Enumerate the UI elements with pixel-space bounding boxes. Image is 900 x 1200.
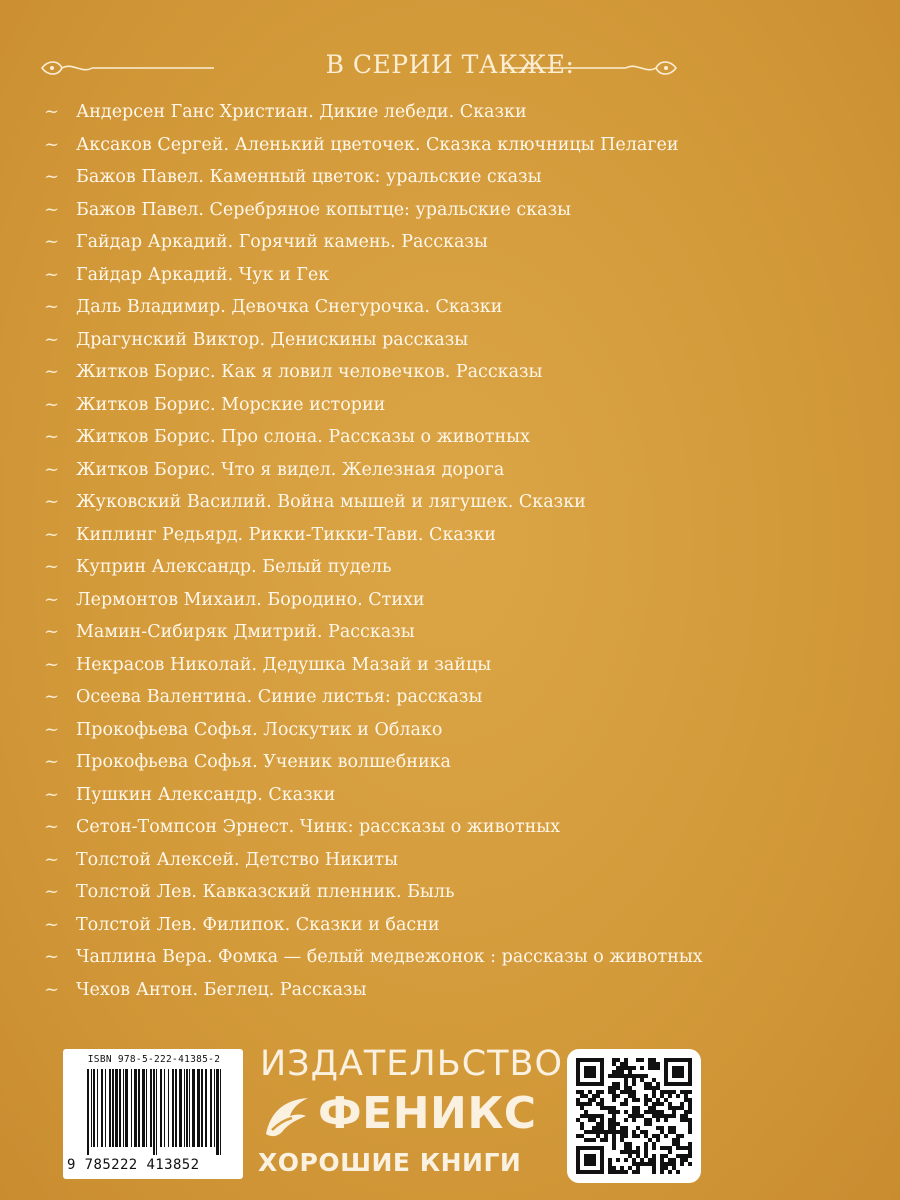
- book-title: Лермонтов Михаил. Бородино. Стихи: [76, 589, 425, 610]
- book-title: Житков Борис. Что я видел. Железная дорога: [76, 459, 505, 480]
- book-title: Киплинг Редьярд. Рикки-Тикки-Тави. Сказки: [76, 524, 496, 545]
- publisher-tagline: ХОРОШИЕ КНИГИ: [258, 1148, 522, 1177]
- list-item: [0, 876, 900, 909]
- book-title: Бажов Павел. Каменный цветок: уральские сказы: [76, 167, 542, 187]
- barcode-bars: [85, 1069, 225, 1155]
- barcode: [63, 1049, 243, 1179]
- tilde-bullet: ~: [44, 491, 60, 512]
- publisher-brand: ФЕНИКС: [318, 1088, 537, 1139]
- tilde-bullet: ~: [44, 166, 60, 187]
- book-title: Гайдар Аркадий. Чук и Гек: [76, 264, 330, 285]
- publisher-block: [250, 1044, 564, 1184]
- tilde-bullet: ~: [44, 393, 60, 415]
- list-item: [0, 844, 900, 877]
- qr-code: [567, 1049, 701, 1183]
- tilde-bullet: ~: [44, 783, 60, 805]
- tilde-bullet: ~: [44, 816, 60, 837]
- list-item: [0, 486, 900, 519]
- book-title: Жуковский Василий. Война мышей и лягушек. Сказки: [76, 492, 586, 512]
- tilde-bullet: ~: [44, 556, 60, 577]
- tilde-bullet: ~: [44, 881, 60, 902]
- book-title: Андерсен Ганс Христиан. Дикие лебеди. Сказки: [76, 102, 527, 122]
- list-item: [0, 194, 900, 227]
- tilde-bullet: ~: [44, 133, 60, 155]
- book-title: Мамин-Сибиряк Дмитрий. Рассказы: [76, 622, 415, 642]
- phoenix-feather-logo-icon: [262, 1094, 312, 1140]
- list-item: [0, 714, 900, 747]
- tilde-bullet: ~: [44, 101, 60, 122]
- list-item: [0, 746, 900, 779]
- book-title: Толстой Алексей. Детство Никиты: [76, 849, 399, 870]
- qr-code-icon: [576, 1058, 692, 1174]
- list-item: [0, 291, 900, 324]
- list-item: [0, 616, 900, 649]
- header: [0, 42, 900, 92]
- tilde-bullet: ~: [44, 946, 60, 967]
- tilde-bullet: ~: [44, 198, 60, 220]
- book-title: Некрасов Николай. Дедушка Мазай и зайцы: [76, 654, 492, 675]
- book-title: Драгунский Виктор. Денискины рассказы: [76, 329, 469, 350]
- list-item: [0, 519, 900, 552]
- list-item: [0, 96, 900, 129]
- isbn-text: ISBN 978-5-222-41385-2: [87, 1054, 221, 1065]
- tilde-bullet: ~: [44, 686, 60, 707]
- tilde-bullet: ~: [44, 426, 60, 447]
- tilde-bullet: ~: [44, 523, 60, 545]
- book-title: Толстой Лев. Кавказский пленник. Быль: [76, 882, 455, 902]
- list-item: [0, 649, 900, 682]
- list-item: [0, 421, 900, 454]
- tilde-bullet: ~: [44, 296, 60, 317]
- tilde-bullet: ~: [44, 588, 60, 610]
- book-title: Чаплина Вера. Фомка — белый медвежонок : рассказы о животных: [76, 947, 703, 967]
- book-title: Житков Борис. Морские истории: [76, 394, 386, 415]
- book-title: Куприн Александр. Белый пудель: [76, 557, 392, 577]
- book-title: Житков Борис. Про слона. Рассказы о животных: [76, 427, 530, 447]
- list-item: [0, 681, 900, 714]
- tilde-bullet: ~: [44, 751, 60, 772]
- list-item: [0, 584, 900, 617]
- tilde-bullet: ~: [44, 653, 60, 675]
- publisher-label: ИЗДАТЕЛЬСТВО: [260, 1044, 564, 1084]
- book-title: Толстой Лев. Филипок. Сказки и басни: [76, 914, 440, 935]
- page-title: В СЕРИИ ТАКЖЕ:: [325, 50, 575, 79]
- book-title: Гайдар Аркадий. Горячий камень. Рассказы: [76, 232, 488, 252]
- list-item: [0, 551, 900, 584]
- book-title: Пушкин Александр. Сказки: [76, 784, 336, 805]
- list-item: [0, 454, 900, 487]
- tilde-bullet: ~: [44, 718, 60, 740]
- list-item: [0, 909, 900, 942]
- tilde-bullet: ~: [44, 913, 60, 935]
- tilde-bullet: ~: [44, 978, 60, 1000]
- right-flourish-icon: [500, 56, 680, 80]
- book-title: Прокофьева Софья. Ученик волшебника: [76, 752, 451, 772]
- book-title: Бажов Павел. Серебряное копытце: уральские сказы: [76, 199, 572, 220]
- list-item: [0, 129, 900, 162]
- tilde-bullet: ~: [44, 231, 60, 252]
- list-item: [0, 161, 900, 194]
- list-item: [0, 941, 900, 974]
- book-list: [0, 96, 900, 1006]
- book-title: Сетон-Томпсон Эрнест. Чинк: рассказы о животных: [76, 817, 561, 837]
- book-title: Осеева Валентина. Синие листья: рассказы: [76, 687, 483, 707]
- list-item: [0, 974, 900, 1007]
- list-item: [0, 356, 900, 389]
- tilde-bullet: ~: [44, 458, 60, 480]
- list-item: [0, 779, 900, 812]
- book-title: Чехов Антон. Беглец. Рассказы: [76, 979, 367, 1000]
- book-title: Аксаков Сергей. Аленький цветочек. Сказка ключницы Пелагеи: [76, 134, 679, 155]
- list-item: [0, 811, 900, 844]
- book-title: Прокофьева Софья. Лоскутик и Облако: [76, 719, 443, 740]
- tilde-bullet: ~: [44, 361, 60, 382]
- list-item: [0, 389, 900, 422]
- tilde-bullet: ~: [44, 848, 60, 870]
- tilde-bullet: ~: [44, 621, 60, 642]
- tilde-bullet: ~: [44, 263, 60, 285]
- list-item: [0, 259, 900, 292]
- barcode-digits: 9 785222 413852: [67, 1157, 200, 1173]
- book-title: Житков Борис. Как я ловил человечков. Рассказы: [76, 362, 543, 382]
- tilde-bullet: ~: [44, 328, 60, 350]
- list-item: [0, 324, 900, 357]
- list-item: [0, 226, 900, 259]
- book-title: Даль Владимир. Девочка Снегурочка. Сказки: [76, 297, 503, 317]
